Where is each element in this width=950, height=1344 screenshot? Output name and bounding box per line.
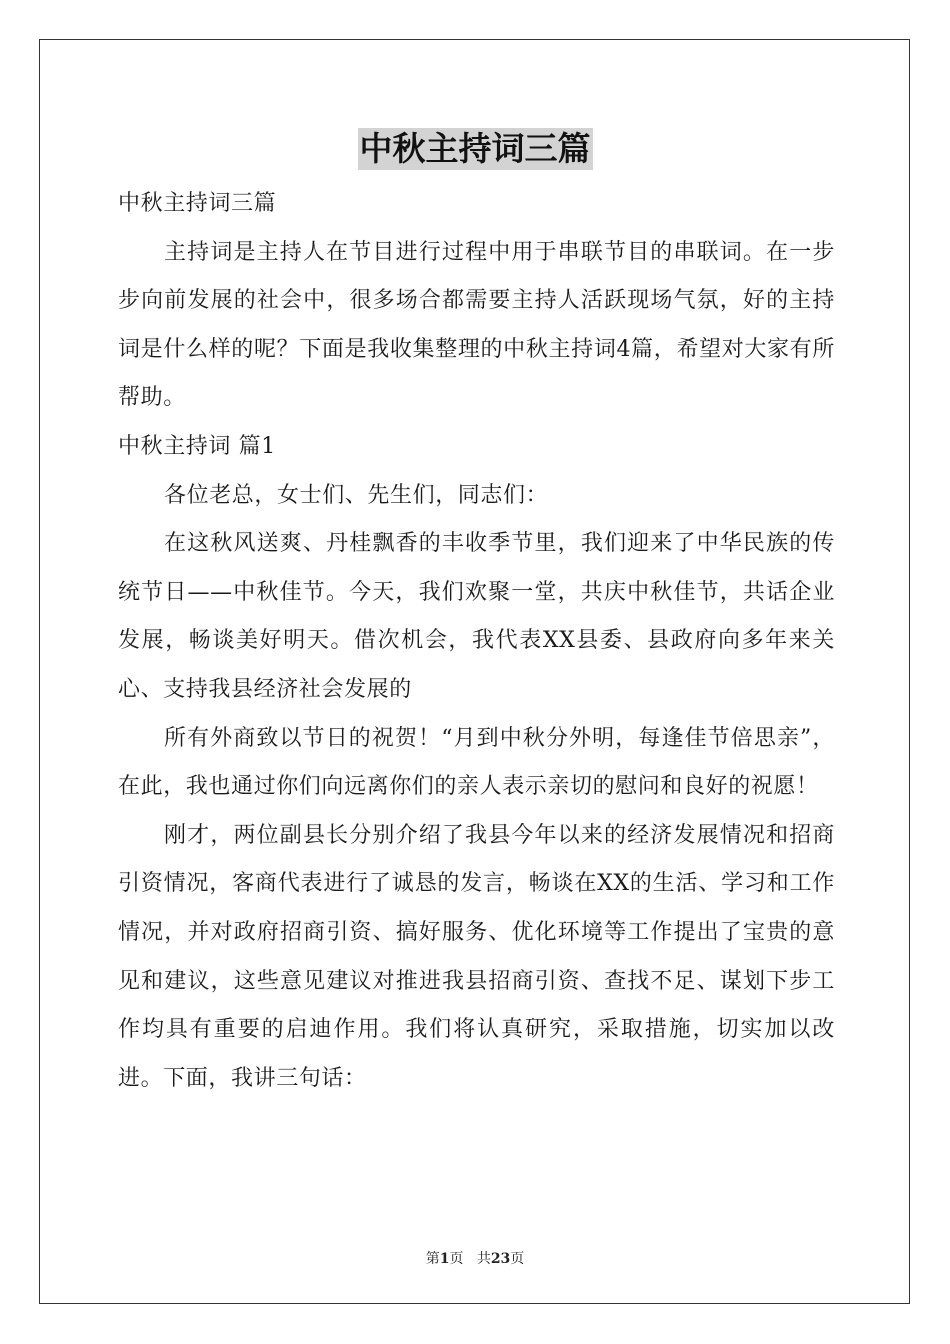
page-footer [0, 1248, 950, 1268]
total-suffix: 页 [510, 1251, 525, 1267]
page-suffix: 页 [449, 1251, 464, 1267]
total-pages: 23 [490, 1251, 511, 1267]
body-paragraph: 所有外商致以节日的祝贺！“月到中秋分外明，每逢佳节倍思亲”，在此，我也通过你们向远离你们的亲人表示亲切的慰问和良好的祝愿！ [118, 725, 835, 800]
body-paragraph: 中秋主持词三篇 [118, 191, 277, 216]
page-number: 1 [439, 1251, 450, 1267]
page-prefix: 第 [425, 1251, 440, 1267]
body-paragraph: 刚才，两位副县长分别介绍了我县今年以来的经济发展情况和招商引资情况，客商代表进行了诚恳的发言，畅谈在XX的生活、学习和工作情况，并对政府招商引资、搞好服务、优化环境等工作提出了宝贵的意见和建议，这些意见建议对推进我县招商引资、查找不足、谋划下步工作均具有重要的启迪作用。我们将认真研究，采取措施，切实加以改进。下面，我讲三句话： [118, 822, 835, 1091]
title-container [0, 128, 950, 170]
document-body [118, 180, 835, 1103]
total-prefix: 共 [476, 1251, 491, 1267]
document-title: 中秋主持词三篇 [359, 129, 591, 168]
body-paragraph: 主持词是主持人在节目进行过程中用于串联节目的串联词。在一步步向前发展的社会中，很多场合都需要主持人活跃现场气氛，好的主持词是什么样的呢？下面是我收集整理的中秋主持词4篇，希望对大家有所帮助。 [118, 239, 835, 411]
section-heading: 中秋主持词 篇1 [118, 433, 276, 459]
body-paragraph: 各位老总，女士们、先生们，同志们： [164, 482, 549, 508]
body-paragraph: 在这秋风送爽、丹桂飘香的丰收季节里，我们迎来了中华民族的传统节日——中秋佳节。今天，我们欢聚一堂，共庆中秋佳节，共话企业发展，畅谈美好明天。借次机会，我代表XX县委、县政府向多年来关心、支持我县经济社会发展的 [118, 531, 835, 702]
